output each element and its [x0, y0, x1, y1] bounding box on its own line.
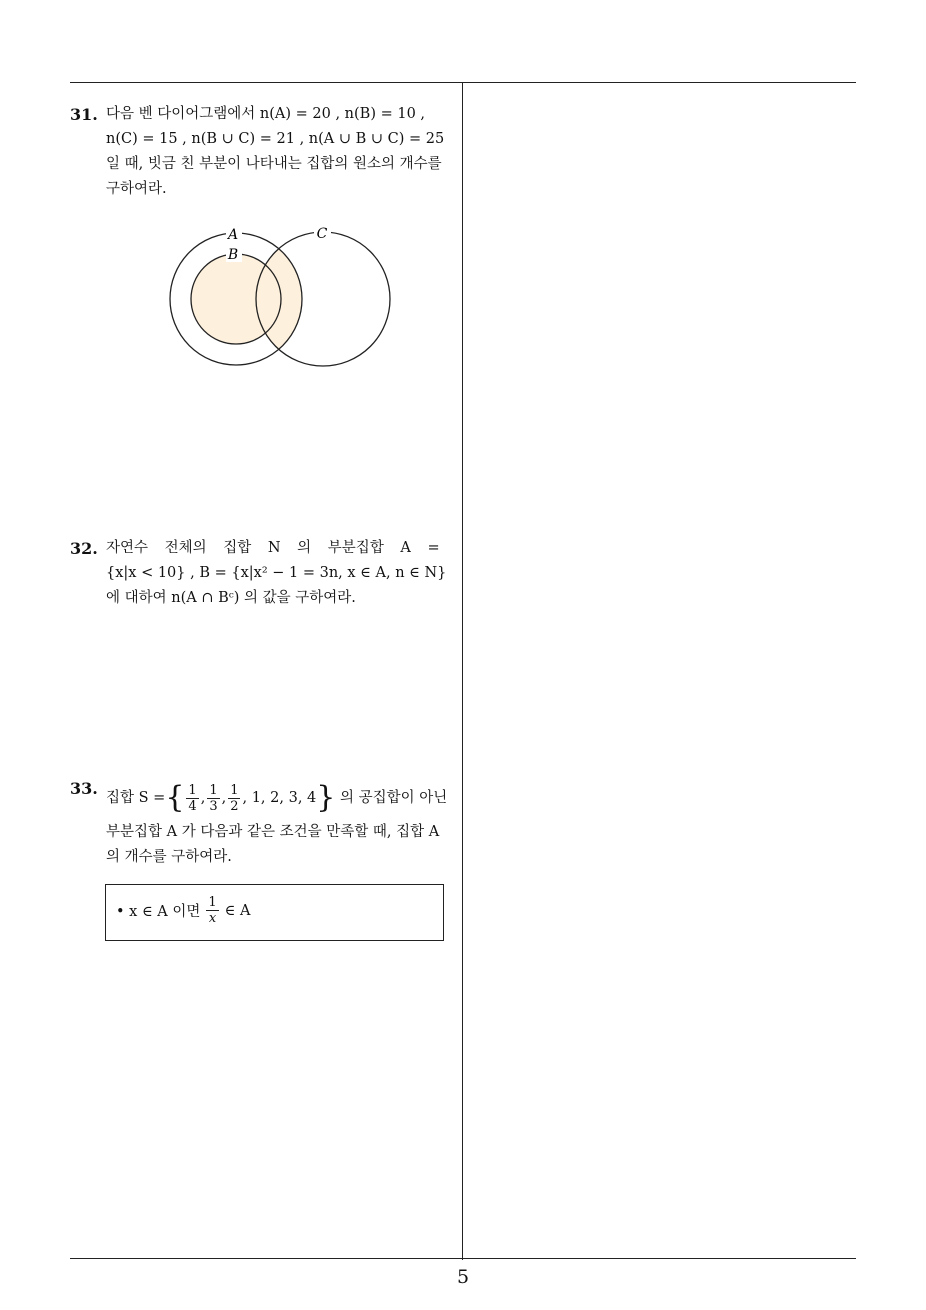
- condition-box: [105, 884, 444, 941]
- problem-text-line: 집합 S = { $\frac{1}{4}$ , $\frac{1}{3}$ , $\frac{1}{2}$ , 1, 2, 3, 4 } 의 공집합이 아닌: [106, 780, 448, 815]
- set-s-prefix: 집합 S =: [106, 789, 166, 806]
- problem-text-line: 의 개수를 구하여라.: [106, 849, 232, 865]
- problem-text-line: 구하여라.: [106, 181, 167, 197]
- problem-text-line: n(C) = 15 , n(B ∪ C) = 21 , n(A ∪ B ∪ C) = 25: [106, 131, 445, 147]
- label-a: A: [227, 227, 239, 243]
- page-number: 5: [456, 1266, 470, 1288]
- venn-diagram: [160, 222, 400, 382]
- fraction: $\frac{1}{3}$: [209, 782, 218, 814]
- problem-text-line: 자연수 전체의 집합 N 의 부분집합 A =: [106, 540, 440, 556]
- problem-number: 33.: [70, 779, 98, 798]
- fraction: $\frac{1}{x}$: [208, 895, 217, 926]
- problem-text-line: 부분집합 A 가 다음과 같은 조건을 만족할 때, 집합 A: [106, 824, 440, 840]
- column-divider: [462, 82, 463, 1260]
- left-brace: {: [165, 780, 185, 815]
- problem-text-line: 에 대하여 n(A ∩ Bᶜ) 의 값을 구하여라.: [106, 590, 356, 606]
- problem-text-line: 일 때, 빗금 친 부분이 나타내는 집합의 원소의 개수를: [106, 156, 442, 172]
- problem-32: [70, 536, 458, 611]
- problem-text-line: 다음 벤 다이어그램에서 n(A) = 20 , n(B) = 10 ,: [106, 106, 426, 122]
- problem-number: 31.: [70, 105, 98, 124]
- fraction: $\frac{1}{2}$: [230, 782, 239, 814]
- set-integers: 1, 2, 3, 4: [251, 789, 317, 806]
- condition-suffix: ∈ A: [224, 902, 251, 919]
- label-b: B: [227, 247, 239, 263]
- label-c: C: [316, 226, 328, 242]
- problem-31: [70, 102, 458, 202]
- top-rule: [70, 82, 856, 83]
- bottom-rule: [70, 1258, 856, 1259]
- condition-prefix: • x ∈ A 이면: [116, 904, 201, 920]
- problem-number: 32.: [70, 539, 98, 558]
- condition-text: [116, 895, 251, 926]
- problem-33: [70, 776, 458, 870]
- right-brace: }: [316, 780, 336, 815]
- set-s-suffix: 의 공집합이 아닌: [339, 789, 448, 806]
- problem-text-line: {x|x < 10} , B = {x|x² − 1 = 3n, x ∈ A, n ∈ N}: [106, 565, 447, 581]
- fraction: $\frac{1}{4}$: [188, 782, 197, 814]
